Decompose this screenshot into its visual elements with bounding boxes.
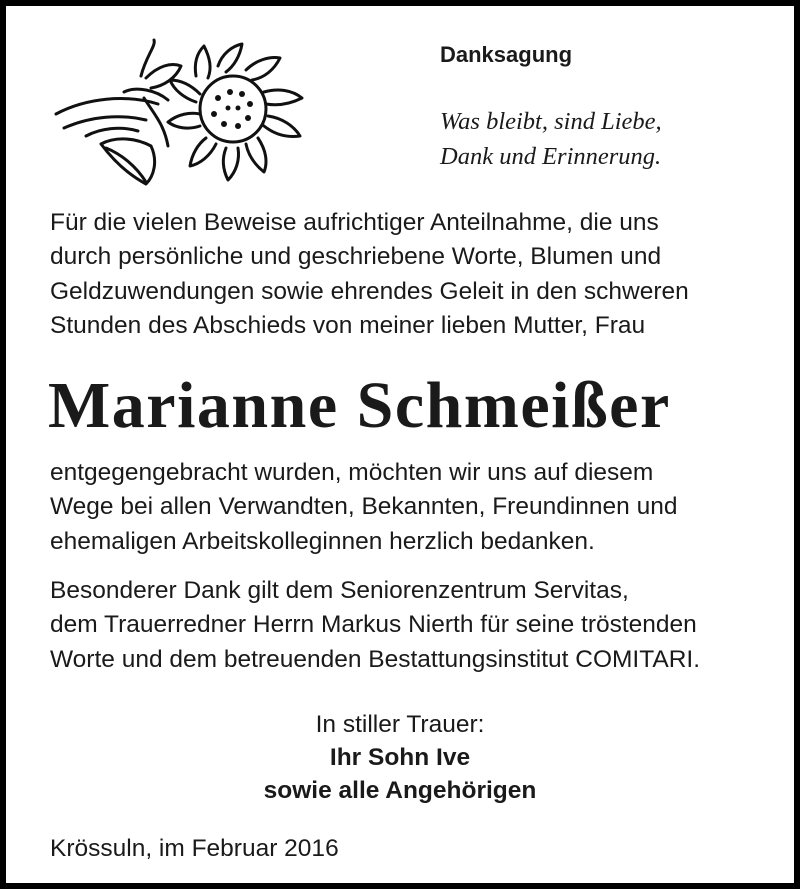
text-line: durch persönliche und geschriebene Worte, Blumen und [50,243,662,271]
signoff-son: Ihr Sohn Ive [329,744,471,771]
text-line: dem Trauerredner Herrn Markus Nierth für seine tröstenden [50,611,697,639]
deceased-name: Marianne Schmeißer [48,369,671,442]
text-line: entgegengebracht wurden, möchten wir uns auf diesem [50,459,654,486]
signoff-block [6,708,794,807]
special-thanks-paragraph [50,574,700,677]
motto-line: Dank und Erinnerung. [440,143,662,170]
text-line: Besonderer Dank gilt dem Seniorenzentrum Servitas, [50,577,629,604]
motto-line: Was bleibt, sind Liebe, [440,108,662,135]
notice-title: Danksagung [440,42,573,67]
thanks-paragraph-intro [50,206,689,343]
text-line: Wege bei allen Verwandten, Bekannten, Freundinnen und [50,493,678,521]
place-and-date: Krössuln, im Februar 2016 [50,835,339,862]
text-line: ehemaligen Arbeitskolleginnen herzlich bedanken. [50,527,595,555]
text-line: Worte und dem betreuenden Bestattungsinstitut COMITARI. [50,645,701,673]
thanks-paragraph-main [50,456,677,559]
text-line: Für die vielen Beweise aufrichtiger Anteilnahme, die uns [50,209,659,236]
signoff-intro: In stiller Trauer: [315,711,485,738]
text-line: Stunden des Abschieds von meiner lieben Mutter, Frau [50,311,646,339]
motto-quote [440,104,662,174]
sunflower-icon [46,36,346,186]
signoff-relatives: sowie alle Angehörigen [263,777,537,804]
text-line: Geldzuwendungen sowie ehrendes Geleit in den schweren [50,277,689,305]
